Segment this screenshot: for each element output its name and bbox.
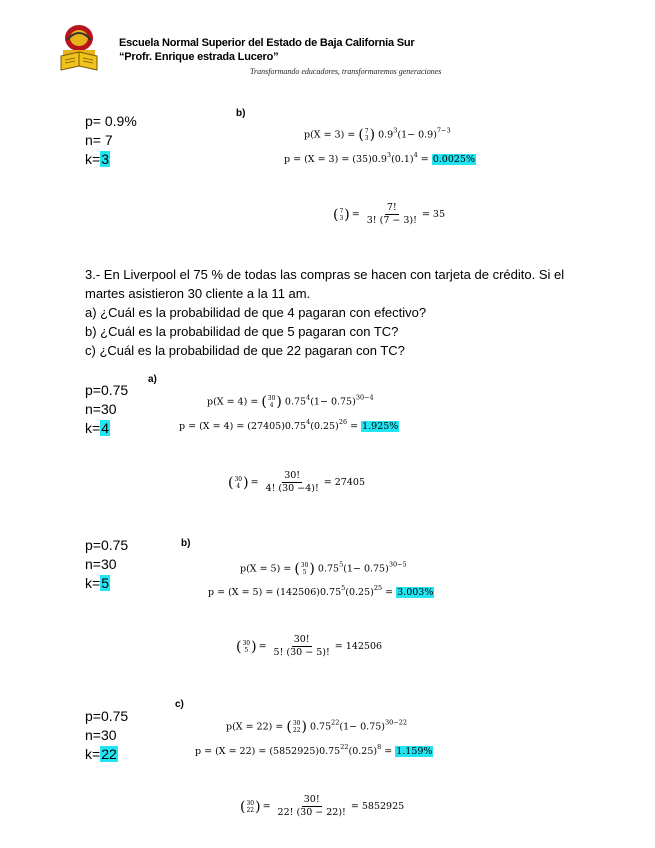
combination-formula: ( 30 22 ) = $\frac{30!}{22! (30 - 22)!}$ = 5852925	[240, 794, 405, 818]
result-highlight: 1.159%	[396, 746, 433, 757]
part-label: c)	[175, 699, 184, 710]
var-p: p= 0.9%	[85, 113, 137, 129]
var-k-label: k=	[85, 151, 101, 167]
part-label: a)	[148, 374, 157, 385]
binomial-formula: p(X = 3) = ( 7 3 ) $0.9^3(1- 0.9)^{7-3}$	[304, 126, 451, 143]
part-label: b)	[181, 538, 191, 549]
binomial-substitution: $p = (X = 3) = (35)0.9^3(0.1)^4 = 0.0025\%$	[284, 151, 476, 165]
binomial-formula: p(X = 4) = ( 30 4 ) $0.75^4(1- 0.75)^{30-4}$	[207, 393, 374, 410]
var-n: n= 7	[85, 132, 113, 148]
var-n: n=30	[85, 401, 117, 417]
combination-formula: ( 7 3 ) = $\frac{7!}{3! (7 - 3)!}$ = 35	[333, 202, 446, 226]
var-p: p=0.75	[85, 537, 129, 553]
problem-statement	[85, 265, 645, 360]
school-logo	[57, 22, 101, 74]
binomial-substitution: $p = (X = 22) = (5852925)0.75^{22}(0.25)^8 = 1.159\%$	[195, 743, 433, 757]
result-highlight: 3.003%	[397, 587, 434, 598]
result-highlight: 1.925%	[362, 421, 399, 432]
var-n: n=30	[85, 727, 117, 743]
var-k: k=5	[85, 575, 109, 591]
result-highlight: 0.0025%	[432, 154, 476, 165]
school-honoree: “Profr. Enrique estrada Lucero”	[119, 51, 279, 63]
var-p: p=0.75	[85, 708, 129, 724]
combination-formula: ( 30 4 ) = $\frac{30!}{4! (30 -4)!}$ = 27405	[228, 470, 365, 494]
binomial-substitution: $p = (X = 5) = (142506)0.75^5(0.25)^{25} = 3.003\%$	[208, 584, 434, 598]
school-motto: Transformando educadores, transformaremos generaciones	[250, 67, 442, 76]
part-label: b)	[236, 108, 246, 119]
binomial-substitution: $p = (X = 4) = (27405)0.75^4(0.25)^{26} = 1.925\%$	[179, 418, 399, 432]
binomial-formula: p(X = 5) = ( 30 5 ) $0.75^5(1- 0.75)^{30-5}$	[240, 560, 407, 577]
school-name: Escuela Normal Superior del Estado de Baja California Sur	[119, 37, 415, 49]
binomial-formula: p(X = 22) = ( 30 22 ) $0.75^{22}(1- 0.75)^{30-22}$	[226, 718, 407, 735]
question-c: c) ¿Cuál es la probabilidad de que 22 pagaran con TC?	[85, 343, 405, 358]
var-p: p=0.75	[85, 382, 129, 398]
var-n: n=30	[85, 556, 117, 572]
problem-line: 3.- En Liverpool el 75 % de todas las compras se hacen con tarjeta de crédito. Si el	[85, 267, 565, 282]
var-k	[85, 150, 110, 168]
question-b: b) ¿Cuál es la probabilidad de que 5 pagaran con TC?	[85, 324, 399, 339]
var-k: k=4	[85, 420, 109, 436]
combination-formula: ( 30 5 ) = $\frac{30!}{5! (30 - 5)!}$ = 142506	[236, 634, 383, 658]
var-k-value: 3	[101, 151, 109, 167]
school-crest-icon	[57, 22, 101, 74]
question-a: a) ¿Cuál es la probabilidad de que 4 pagaran con efectivo?	[85, 305, 427, 320]
var-k: k=22	[85, 746, 117, 762]
problem-line: martes asistieron 30 cliente a la 11 am.	[85, 286, 311, 301]
